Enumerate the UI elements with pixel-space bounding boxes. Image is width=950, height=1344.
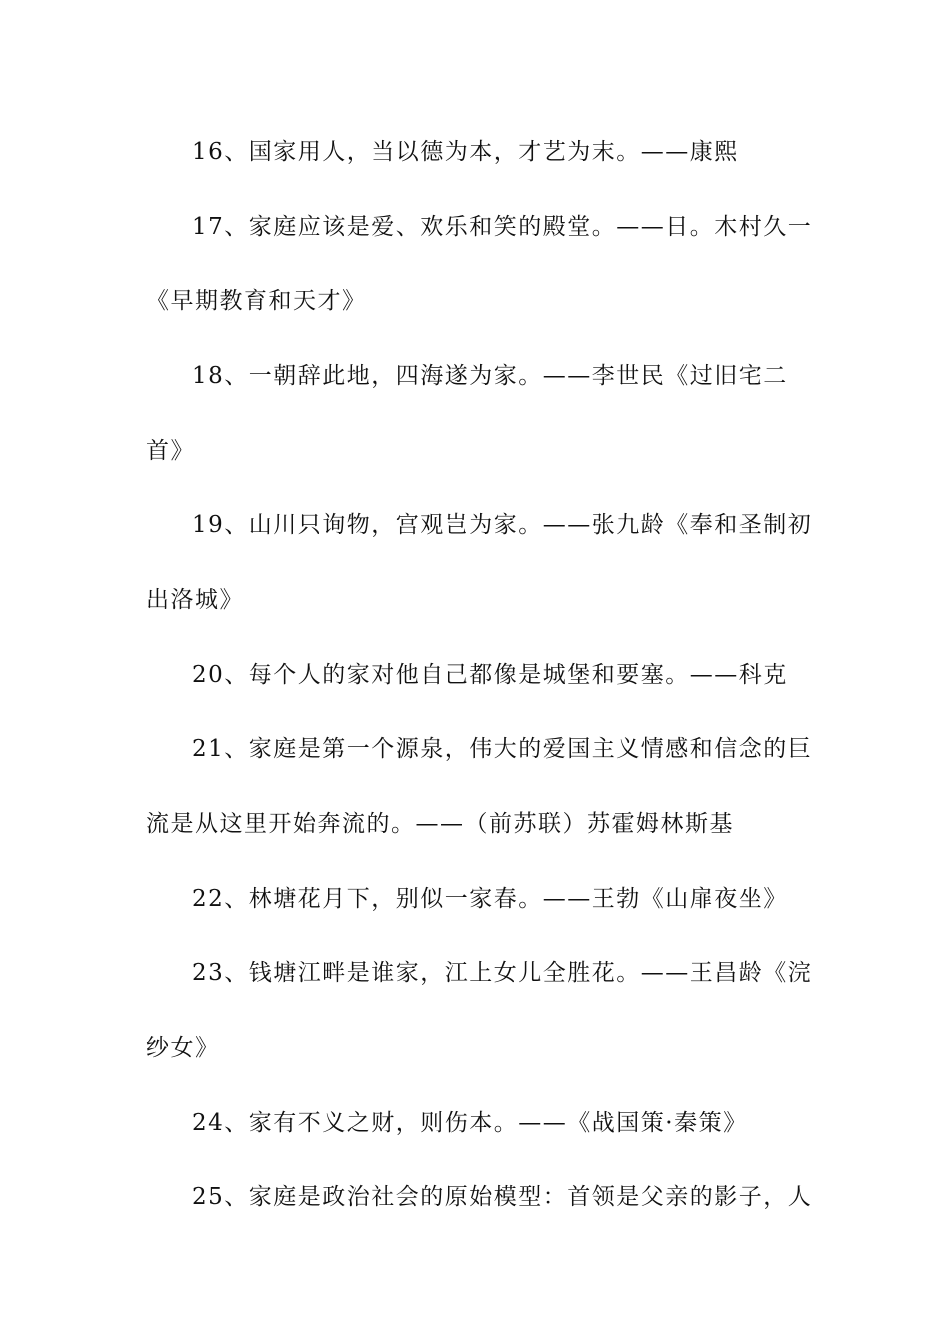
quote-22-line-1: 22、林塘花月下，别似一家春。——王勃《山扉夜坐》 — [192, 886, 788, 912]
quote-17-line-1: 17、家庭应该是爱、欢乐和笑的殿堂。——日。木村久一 — [192, 214, 813, 240]
quote-18-line-2: 首》 — [146, 438, 195, 464]
quote-19-line-2: 出洛城》 — [146, 587, 244, 613]
quote-23-line-1: 23、钱塘江畔是谁家，江上女儿全胜花。——王昌龄《浣 — [192, 960, 813, 986]
quote-21-line-1: 21、家庭是第一个源泉，伟大的爱国主义情感和信念的巨 — [192, 736, 813, 762]
quote-17-line-2: 《早期教育和天才》 — [146, 288, 367, 314]
quote-20-line-1: 20、每个人的家对他自己都像是城堡和要塞。——科克 — [192, 662, 788, 688]
quote-16-line-1: 16、国家用人，当以德为本，才艺为末。——康熙 — [192, 139, 739, 165]
quote-23-line-2: 纱女》 — [146, 1035, 220, 1061]
quote-25-line-1: 25、家庭是政治社会的原始模型：首领是父亲的影子，人 — [192, 1184, 813, 1210]
quote-18-line-1: 18、一朝辞此地，四海遂为家。——李世民《过旧宅二 — [192, 363, 788, 389]
quote-19-line-1: 19、山川只询物，宫观岂为家。——张九龄《奉和圣制初 — [192, 512, 813, 538]
quote-24-line-1: 24、家有不义之财，则伤本。——《战国策·秦策》 — [192, 1110, 748, 1136]
quote-21-line-2: 流是从这里开始奔流的。——（前苏联）苏霍姆林斯基 — [146, 811, 734, 837]
